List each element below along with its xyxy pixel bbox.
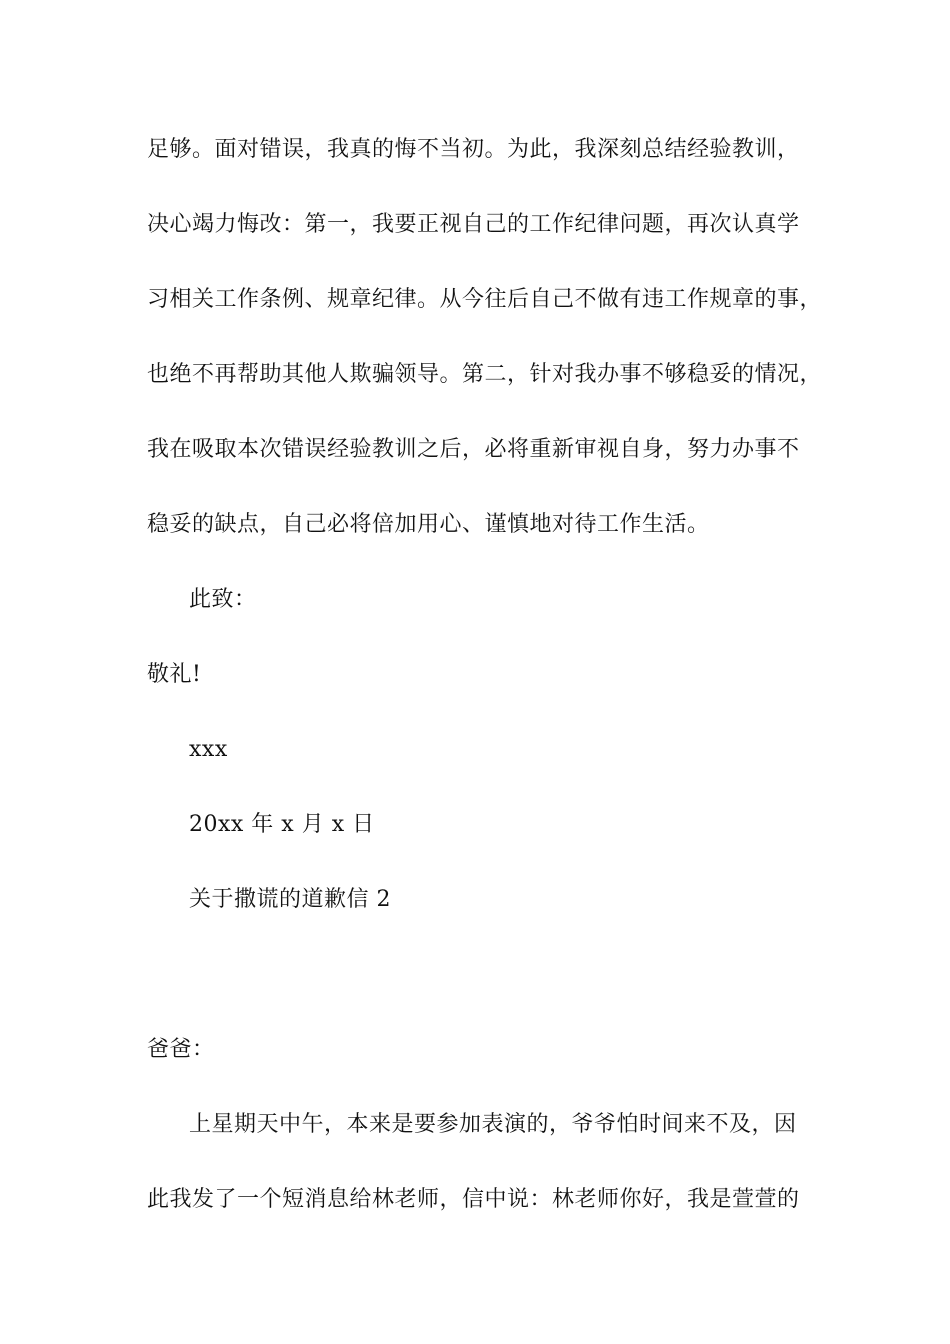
date-line: 20xx 年 x 月 x 日: [189, 812, 375, 837]
signature: xxx: [189, 737, 228, 762]
paragraph-line: 决心竭力悔改：第一，我要正视自己的工作纪律问题，再次认真学: [147, 212, 800, 237]
paragraph-line: 习相关工作条例、规章纪律。从今往后自己不做有违工作规章的事，: [147, 287, 823, 312]
paragraph-line: 此我发了一个短消息给林老师，信中说：林老师你好，我是萱萱的: [147, 1187, 800, 1212]
paragraph-line: 稳妥的缺点，自己必将倍加用心、谨慎地对待工作生活。: [147, 512, 710, 537]
closing-salutation: 此致：: [189, 587, 257, 612]
section-title: 关于撒谎的道歉信 2: [189, 887, 391, 912]
letter-greeting: 爸爸：: [147, 1037, 215, 1062]
closing-regards: 敬礼!: [147, 662, 202, 687]
paragraph-line: 足够。面对错误，我真的悔不当初。为此，我深刻总结经验教训，: [147, 137, 800, 162]
paragraph-line: 也绝不再帮助其他人欺骗领导。第二，针对我办事不够稳妥的情况，: [147, 362, 823, 387]
paragraph-line: 我在吸取本次错误经验教训之后，必将重新审视自身，努力办事不: [147, 437, 800, 462]
paragraph-line: 上星期天中午，本来是要参加表演的，爷爷怕时间来不及，因: [189, 1112, 797, 1137]
